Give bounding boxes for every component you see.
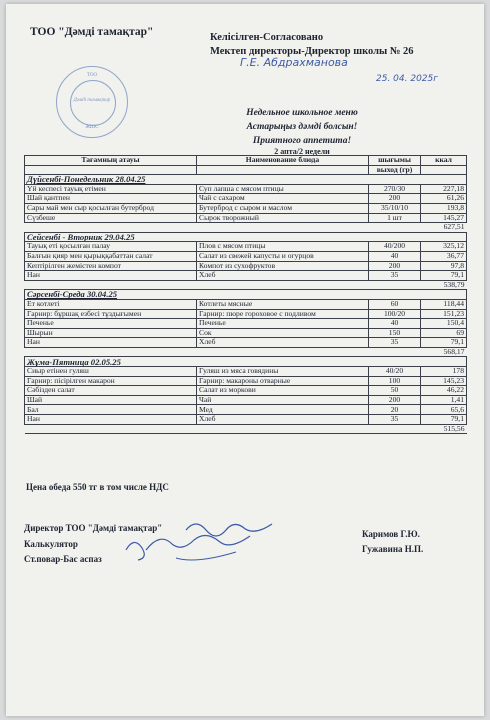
dish-output: 40/200 [369, 242, 421, 252]
dish-kcal: 118,44 [421, 299, 467, 309]
dish-kcal: 227,18 [421, 184, 467, 194]
table-row [25, 328, 467, 338]
seal-bottom-text: ЖШС [85, 125, 99, 130]
dish-output: 150 [369, 328, 421, 338]
dish-ru: Плов с мясом птицы [197, 242, 369, 252]
dish-output: 35 [369, 338, 421, 348]
menu-title: Недельное школьное меню [246, 108, 358, 118]
table-row [25, 319, 467, 329]
dish-output: 40 [369, 251, 421, 261]
dish-ru: Чай с сахаром [197, 194, 369, 204]
day-name: Дүйсенбі-Понедельник 28.04.25 [25, 175, 467, 185]
menu-table [24, 155, 467, 434]
director-signature: Г.Е. Абдрахманова [240, 56, 348, 69]
table-row [25, 251, 467, 261]
dish-output: 20 [369, 405, 421, 415]
dish-kz: Печенье [25, 319, 197, 329]
table-row [25, 203, 467, 213]
dish-output: 50 [369, 386, 421, 396]
seal-middle-text: Дәмді тамақтар [73, 98, 111, 103]
table-row [25, 213, 467, 223]
dish-kz: Сәбізден салат [25, 386, 197, 396]
table-row [25, 271, 467, 281]
dish-kcal: 61,26 [421, 194, 467, 204]
header-kz-name: Тағамның атауы [25, 156, 197, 166]
dish-kz: Гарнир: бұршақ езбесі тұздығымен [25, 309, 197, 319]
day-total-row [25, 424, 467, 434]
table-row [25, 376, 467, 386]
day-total-kcal: 568,17 [421, 347, 467, 357]
company-seal [56, 66, 128, 138]
dish-ru: Мед [197, 405, 369, 415]
dish-kz: Нан [25, 338, 197, 348]
dish-output: 35/10/10 [369, 203, 421, 213]
dish-output: 200 [369, 261, 421, 271]
dish-kcal: 178 [421, 367, 467, 377]
table-row [25, 367, 467, 377]
header-output: шығымы [369, 156, 421, 166]
dish-ru: Хлеб [197, 271, 369, 281]
dish-ru: Гуляш из мяса говядины [197, 367, 369, 377]
dish-kcal: 325,12 [421, 242, 467, 252]
dish-kcal: 79,1 [421, 271, 467, 281]
organization-name: ТОО "Дәмді тамақтар" [30, 26, 154, 38]
dish-ru: Хлеб [197, 415, 369, 425]
day-name: Жұма-Пятница 02.05.25 [25, 357, 467, 367]
dish-kz: Үй кеспесі тауық етімен [25, 184, 197, 194]
table-subheader-row [25, 165, 467, 175]
dish-kz: Ет котлеті [25, 299, 197, 309]
dish-kz: Шай [25, 395, 197, 405]
header-ru-name: Наименование блюда [197, 156, 369, 166]
dish-kz: Тауық еті қосылған палау [25, 242, 197, 252]
dish-kz: Нан [25, 271, 197, 281]
dish-ru: Салат из моркови [197, 386, 369, 396]
dish-output: 270/30 [369, 184, 421, 194]
director-line: Мектеп директоры-Директор школы № 26 [210, 46, 414, 57]
day-header-row [25, 357, 467, 367]
dish-output: 60 [369, 299, 421, 309]
dish-output: 100 [369, 376, 421, 386]
dish-output: 100/20 [369, 309, 421, 319]
dish-kcal: 69 [421, 328, 467, 338]
day-total-row [25, 280, 467, 290]
footer-cook: Ст.повар-Бас аспаз [24, 554, 102, 564]
footer-calculator: Калькулятор [24, 539, 78, 549]
dish-ru: Гарнир: макароны отварные [197, 376, 369, 386]
table-row [25, 395, 467, 405]
dish-ru: Хлеб [197, 338, 369, 348]
footer-director: Директор ТОО "Дәмді тамақтар" [24, 523, 163, 533]
table-row [25, 415, 467, 425]
dish-output: 40/20 [369, 367, 421, 377]
dish-kz: Сиыр етінен гуляш [25, 367, 197, 377]
table-row [25, 309, 467, 319]
table-row [25, 299, 467, 309]
dish-kcal: 150,4 [421, 319, 467, 329]
dish-output: 200 [369, 194, 421, 204]
dish-ru: Суп лапша с мясом птицы [197, 184, 369, 194]
header-kcal: ккал [421, 156, 467, 166]
dish-ru: Сырок творожный [197, 213, 369, 223]
dish-kz: Нан [25, 415, 197, 425]
approval-title: Келісілген-Согласовано [210, 32, 324, 43]
dish-ru: Сок [197, 328, 369, 338]
table-row [25, 184, 467, 194]
menu-greeting-kz: Астарыңыз дәмді болсын! [246, 122, 358, 132]
dish-kcal: 145,27 [421, 213, 467, 223]
day-total-row [25, 223, 467, 233]
dish-kcal: 79,1 [421, 415, 467, 425]
menu-greeting-ru: Приятного аппетита! [252, 136, 352, 146]
dish-kz: Сүзбеше [25, 213, 197, 223]
header-output-unit: выход (гр) [369, 165, 421, 175]
day-header-row [25, 175, 467, 185]
dish-kz: Гарнир: пісірілген макарон [25, 376, 197, 386]
dish-kcal: 46,22 [421, 386, 467, 396]
dish-kz: Балғын қияр мен қырыққабаттан салат [25, 251, 197, 261]
footer-signatures [116, 510, 296, 570]
day-total-kcal: 515,56 [421, 424, 467, 434]
table-row [25, 386, 467, 396]
price-line: Цена обеда 550 тг в том числе НДС [26, 482, 169, 492]
dish-output: 35 [369, 271, 421, 281]
dish-output: 40 [369, 319, 421, 329]
footer-name-2: Гужавина Н.П. [362, 544, 424, 554]
date-stamp: 25. 04. 2025г [376, 74, 438, 84]
table-row [25, 405, 467, 415]
table-header-row [25, 156, 467, 166]
table-row [25, 242, 467, 252]
dish-output: 35 [369, 415, 421, 425]
dish-ru: Котлеты мясные [197, 299, 369, 309]
table-row [25, 194, 467, 204]
day-total-row [25, 347, 467, 357]
dish-kz: Кептірілген жемістен компот [25, 261, 197, 271]
dish-kz: Шырын [25, 328, 197, 338]
dish-kcal: 65,6 [421, 405, 467, 415]
dish-output: 200 [369, 395, 421, 405]
menu-document [6, 4, 484, 716]
seal-top-text: ТОО [86, 73, 98, 78]
dish-kcal: 151,23 [421, 309, 467, 319]
day-total-kcal: 627,51 [421, 223, 467, 233]
dish-kcal: 1,41 [421, 395, 467, 405]
dish-kcal: 193,8 [421, 203, 467, 213]
dish-kz: Шай қантпен [25, 194, 197, 204]
dish-ru: Бутерброд с сыром и маслом [197, 203, 369, 213]
day-name: Сәрсенбі-Среда 30.04.25 [25, 290, 467, 300]
seal-inner-ring [70, 80, 116, 126]
dish-ru: Компот из сухофруктов [197, 261, 369, 271]
dish-kz: Бал [25, 405, 197, 415]
dish-kz: Сары май мен сыр қосылған бутерброд [25, 203, 197, 213]
day-total-kcal: 538,79 [421, 280, 467, 290]
day-header-row [25, 290, 467, 300]
dish-output: 1 шт [369, 213, 421, 223]
dish-kcal: 79,1 [421, 338, 467, 348]
dish-ru: Чай [197, 395, 369, 405]
dish-ru: Печенье [197, 319, 369, 329]
footer-name-1: Каримов Г.Ю. [362, 529, 420, 539]
dish-ru: Салат из свежей капусты и огурцов [197, 251, 369, 261]
dish-kcal: 97,8 [421, 261, 467, 271]
day-header-row [25, 232, 467, 242]
dish-kcal: 36,77 [421, 251, 467, 261]
dish-kcal: 145,23 [421, 376, 467, 386]
table-row [25, 261, 467, 271]
week-label: 2 апта/2 недели [274, 147, 330, 156]
day-name: Сейсенбі - Вторник 29.04.25 [25, 232, 467, 242]
dish-ru: Гарнир: пюре гороховое с подливом [197, 309, 369, 319]
table-row [25, 338, 467, 348]
